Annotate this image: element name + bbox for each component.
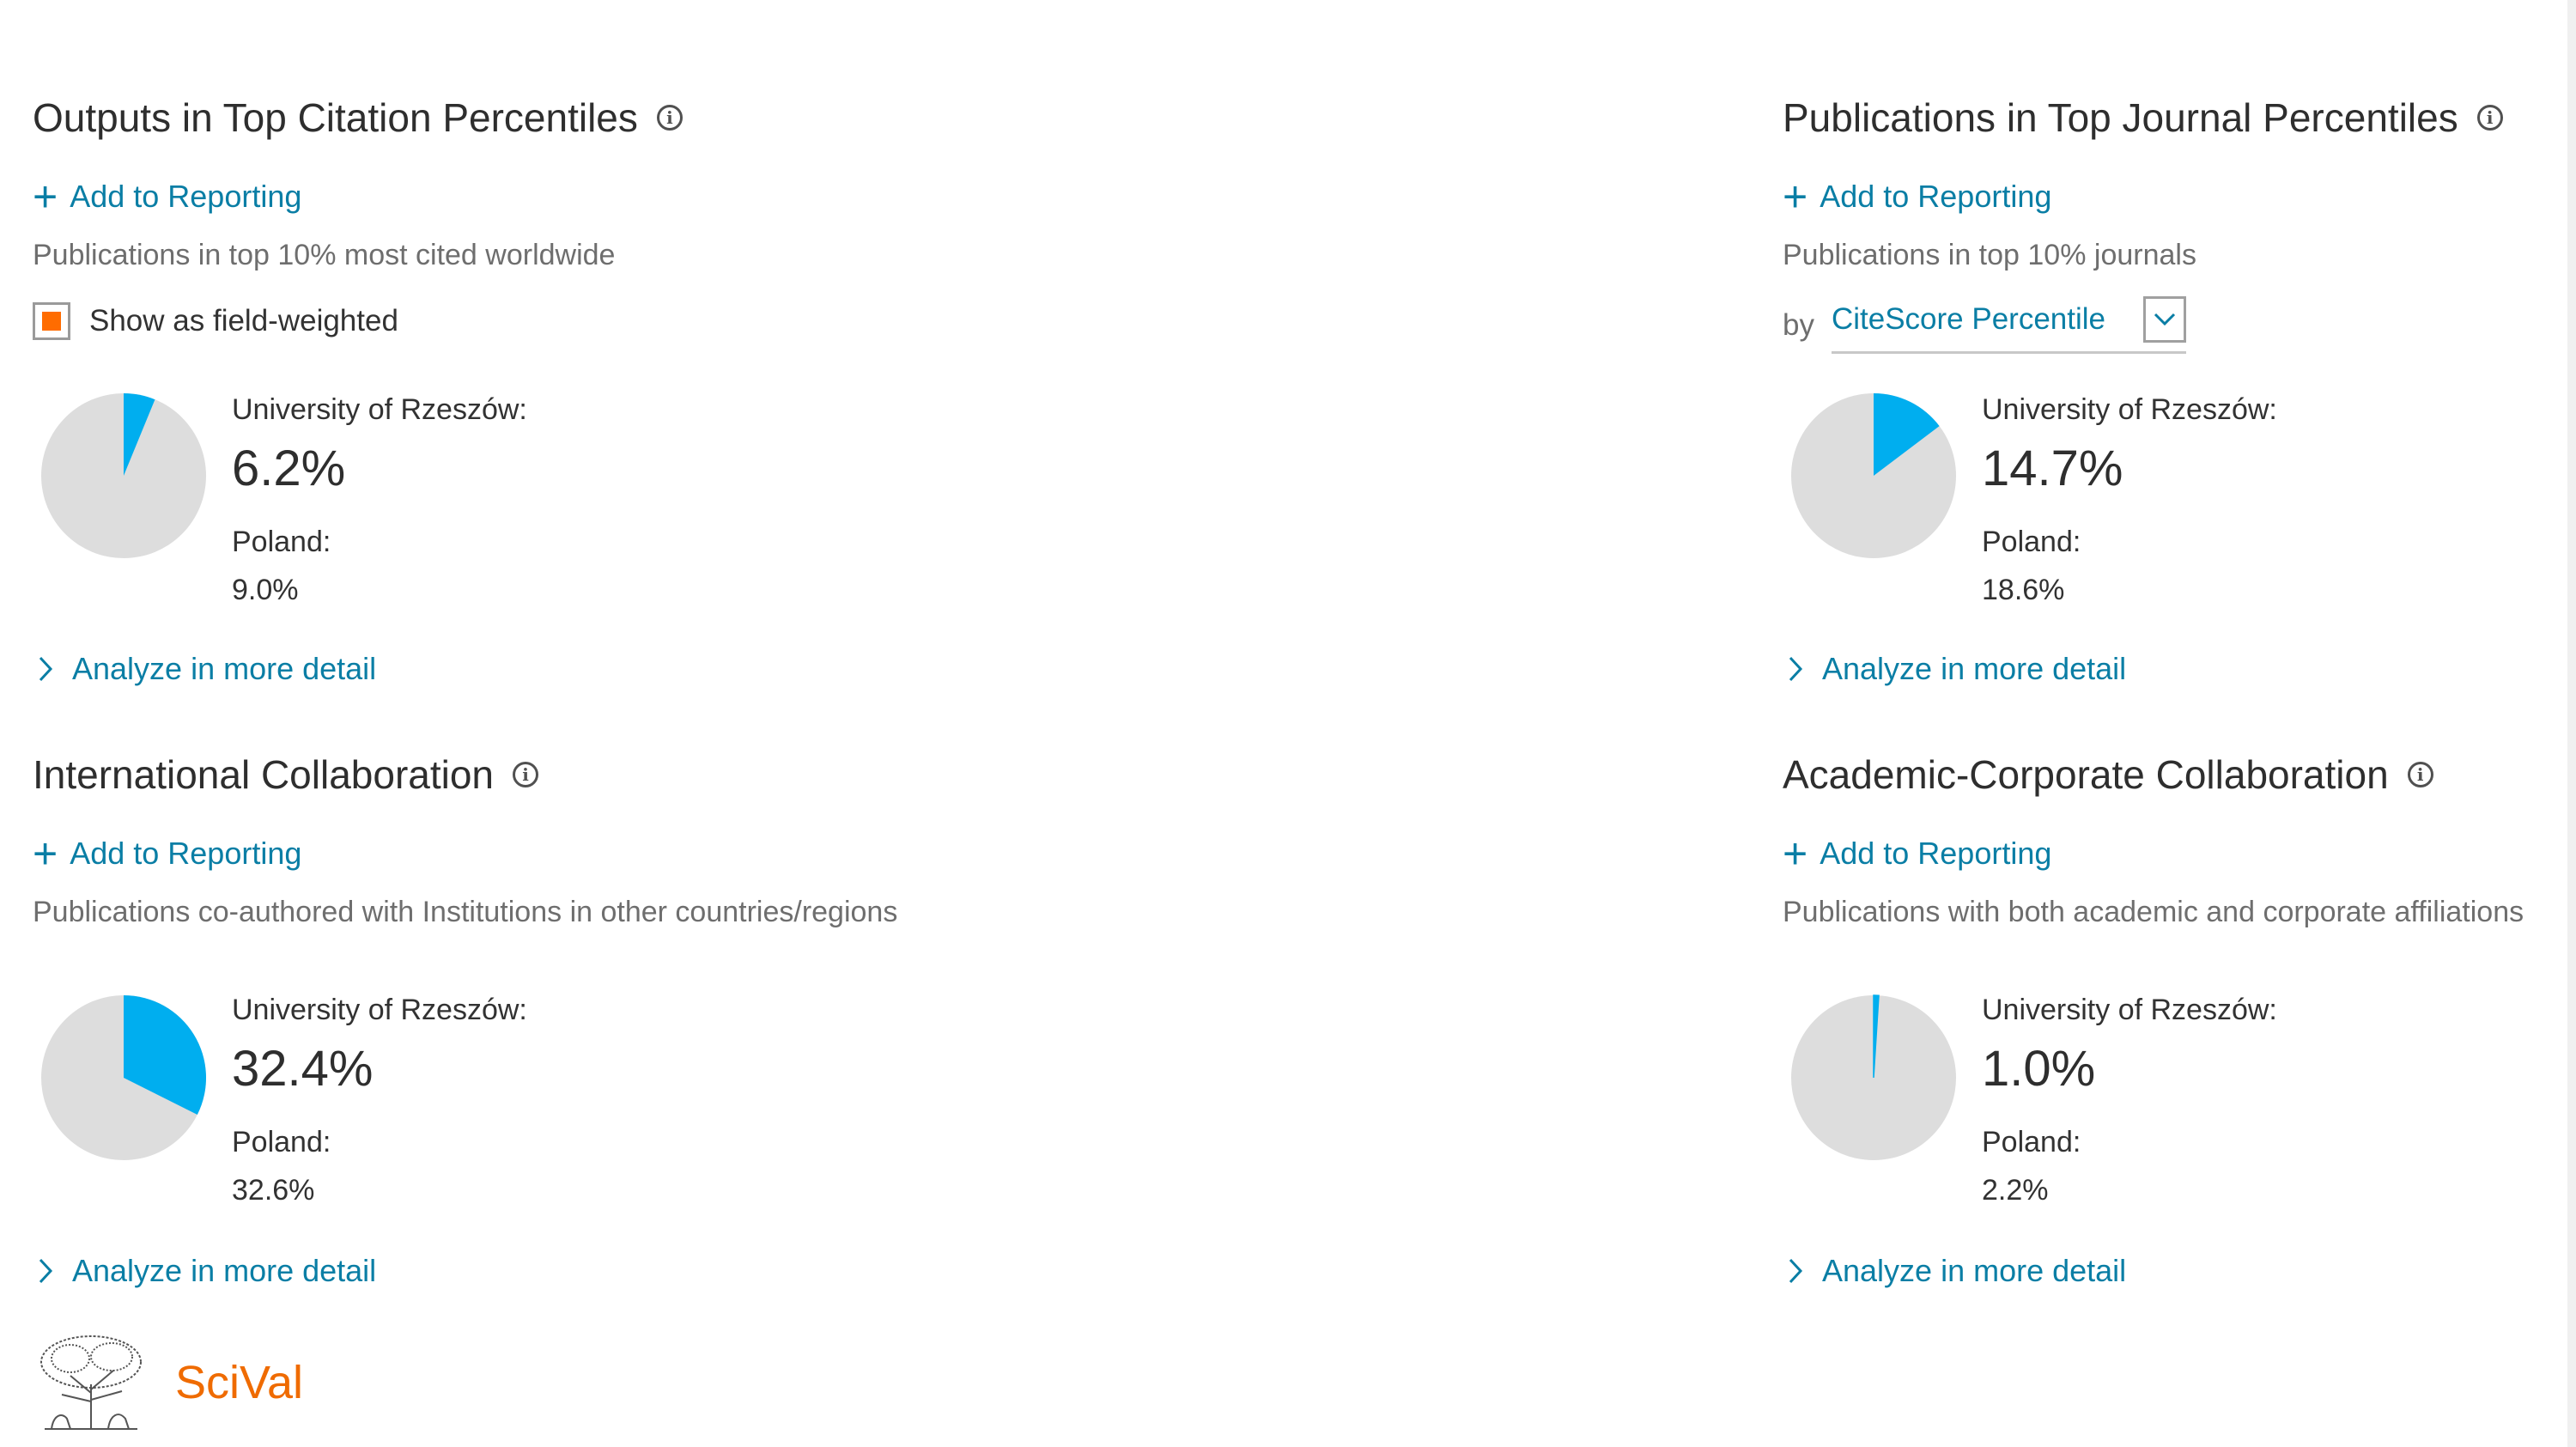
percentile-selector [1783,296,2186,354]
panel-title [33,94,683,141]
chevron-right-icon [1788,655,1803,683]
add-to-reporting-button[interactable] [1783,173,2052,221]
plus-icon: + [33,173,58,221]
dropdown-value: CiteScore Percentile [1831,302,2106,336]
panel-title-text: Publications in Top Journal Percentiles [1783,95,2458,140]
institution-value: 14.7% [1982,441,2123,496]
panel-description: Publications in top 10% journals [1783,239,2196,271]
citescore-dropdown[interactable] [1832,296,2186,354]
plus-icon: + [1783,173,1808,221]
add-to-reporting-label: Add to Reporting [1820,836,2052,871]
analyze-detail-link[interactable] [1788,1253,2126,1289]
institution-label: University of Rzeszów: [1982,393,2277,426]
checkbox-checked-mark [42,312,61,331]
add-to-reporting-label: Add to Reporting [1820,179,2052,214]
plus-icon: + [33,830,58,878]
pie-chart [1789,994,1958,1162]
add-to-reporting-button[interactable] [33,830,302,878]
panel-title-text: Academic-Corporate Collaboration [1783,752,2389,797]
country-label: Poland: [1982,1126,2081,1158]
country-label: Poland: [232,526,331,558]
field-weighted-checkbox[interactable] [33,302,70,340]
chevron-down-icon [2153,312,2177,327]
panel-description: Publications in top 10% most cited worldwide [33,239,616,271]
info-icon[interactable]: i [2408,762,2433,787]
analyze-label: Analyze in more detail [1822,1253,2127,1288]
panel-title [33,751,538,798]
panel-title [1783,94,2503,141]
checkbox-label: Show as field-weighted [89,304,398,337]
info-icon[interactable]: i [2477,105,2503,131]
pie-chart [1789,392,1958,560]
institution-label: University of Rzeszów: [232,994,527,1026]
elsevier-tree-icon [36,1333,146,1432]
pie-chart [39,994,208,1162]
institution-label: University of Rzeszów: [1982,994,2277,1026]
analyze-detail-link[interactable] [1788,651,2126,687]
panel-title-text: Outputs in Top Citation Percentiles [33,95,638,140]
panel-description: Publications with both academic and corporate affiliations [1783,896,2524,928]
info-icon[interactable]: i [513,762,538,787]
analyze-label: Analyze in more detail [1822,651,2127,686]
dropdown-button[interactable] [2143,296,2186,343]
country-value: 9.0% [232,574,299,606]
panel-description: Publications co-authored with Institutions in other countries/regions [33,896,898,928]
add-to-reporting-button[interactable] [33,173,302,221]
field-weighted-checkbox-row[interactable] [33,302,398,340]
analyze-detail-link[interactable] [38,1253,376,1289]
add-to-reporting-label: Add to Reporting [70,179,302,214]
chevron-right-icon [1788,1257,1803,1285]
country-label: Poland: [232,1126,331,1158]
scrollbar[interactable] [2567,0,2576,1447]
analyze-detail-link[interactable] [38,651,376,687]
institution-value: 32.4% [232,1041,374,1097]
plus-icon: + [1783,830,1808,878]
scival-logo [36,1333,303,1432]
info-icon[interactable]: i [657,105,683,131]
chevron-right-icon [38,655,53,683]
panel-title [1783,751,2433,798]
panel-title-text: International Collaboration [33,752,495,797]
chevron-right-icon [38,1257,53,1285]
country-value: 32.6% [232,1174,315,1207]
institution-value: 1.0% [1982,1041,2096,1097]
brand-name: SciVal [175,1357,304,1408]
add-to-reporting-label: Add to Reporting [70,836,302,871]
institution-label: University of Rzeszów: [232,393,527,426]
country-value: 2.2% [1982,1174,2049,1207]
country-label: Poland: [1982,526,2081,558]
institution-value: 6.2% [232,441,346,496]
analyze-label: Analyze in more detail [72,1253,377,1288]
pie-chart [39,392,208,560]
country-value: 18.6% [1982,574,2065,606]
add-to-reporting-button[interactable] [1783,830,2052,878]
by-label: by [1783,307,1814,342]
analyze-label: Analyze in more detail [72,651,377,686]
